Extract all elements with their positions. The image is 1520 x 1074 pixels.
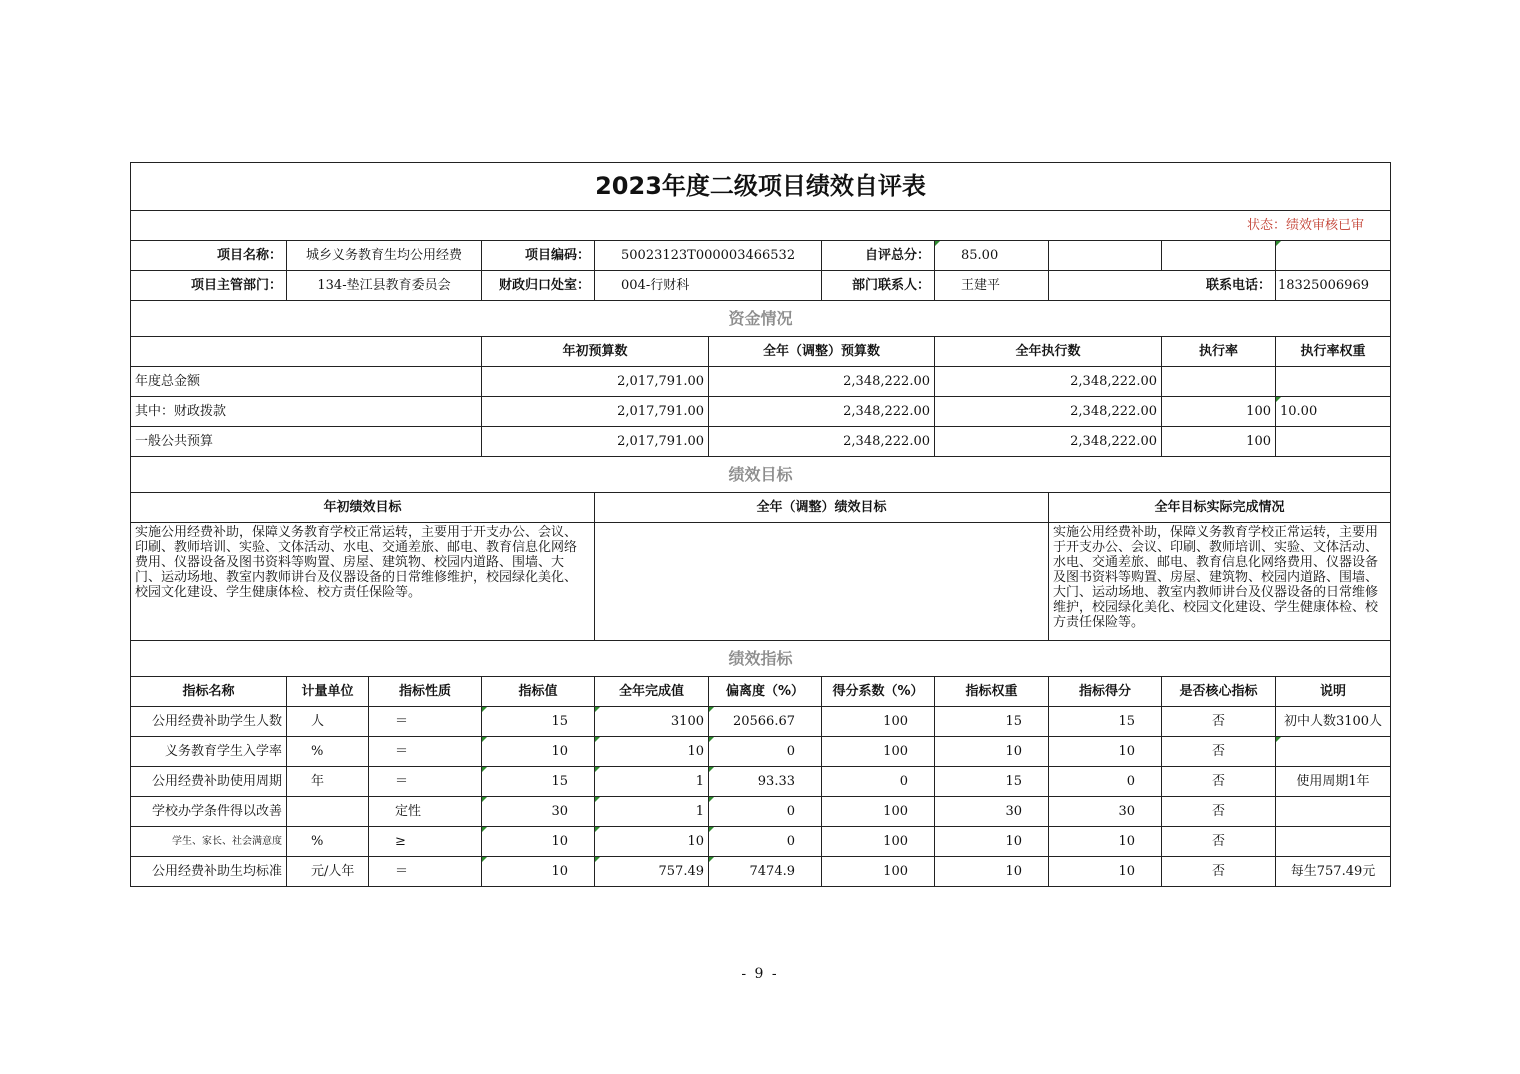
funds-header-initial: 年初预算数 (482, 337, 709, 367)
ind-core: 否 (1162, 797, 1276, 827)
ind-actual: 1 (595, 797, 709, 827)
project-name: 城乡义务教育生均公用经费 (287, 241, 482, 271)
funds-header-blank (131, 337, 482, 367)
ind-header-deviation: 偏离度（%） (709, 677, 822, 707)
ind-name: 公用经费补助学生人数 (131, 707, 287, 737)
ind-unit: 年 (287, 767, 369, 797)
funds-header-weight: 执行率权重 (1276, 337, 1391, 367)
ind-nature: ≥ (369, 827, 482, 857)
ind-core: 否 (1162, 827, 1276, 857)
ind-score: 30 (1049, 797, 1162, 827)
ind-deviation: 7474.9 (709, 857, 822, 887)
ind-value: 30 (482, 797, 595, 827)
status-badge: 状态：绩效审核已审 (131, 211, 1391, 241)
ind-nature: ＝ (369, 707, 482, 737)
indicators-section-title: 绩效指标 (131, 641, 1391, 677)
goals-adjusted-text (595, 523, 1049, 641)
ind-weight: 15 (935, 707, 1049, 737)
ind-value: 10 (482, 827, 595, 857)
dept-label: 项目主管部门： (131, 271, 287, 301)
ind-weight: 30 (935, 797, 1049, 827)
ind-coef: 100 (822, 737, 935, 767)
ind-note (1276, 797, 1391, 827)
ind-header-weight: 指标权重 (935, 677, 1049, 707)
ind-name: 学校办学条件得以改善 (131, 797, 287, 827)
ind-name: 义务教育学生入学率 (131, 737, 287, 767)
ind-note (1276, 827, 1391, 857)
ind-unit: % (287, 827, 369, 857)
funds-row-weight (1276, 427, 1391, 457)
goals-actual-text: 实施公用经费补助，保障义务教育学校正常运转，主要用于开支办公、会议、印刷、教师培训、实验、文体活动、水电、交通差旅、邮电、教育信息化网络费用、仪器设备及图书资料等购置、房屋、建筑物、校园内道路、围墙、大门、运动场地、教室内教师讲台及仪器设备的日常维修维护，校园绿化美化、校园文化建设、学生健康体检、校方责任保险等。 (1049, 523, 1391, 641)
ind-note: 使用周期1年 (1276, 767, 1391, 797)
page-number: - 9 - (741, 966, 779, 982)
ind-unit (287, 797, 369, 827)
project-code: 50023123T000003466532 (595, 241, 822, 271)
goals-header-actual: 全年目标实际完成情况 (1049, 493, 1391, 523)
funds-row-label: 年度总金额 (131, 367, 482, 397)
ind-deviation: 20566.67 (709, 707, 822, 737)
table-row (131, 857, 1391, 887)
funds-row-label: 一般公共预算 (131, 427, 482, 457)
ind-coef: 100 (822, 827, 935, 857)
ind-header-nature: 指标性质 (369, 677, 482, 707)
funds-row-adjusted: 2,348,222.00 (709, 367, 935, 397)
ind-deviation: 0 (709, 827, 822, 857)
ind-value: 10 (482, 737, 595, 767)
empty-cell (1162, 241, 1276, 271)
finance-office-value: 004-行财科 (595, 271, 822, 301)
total-score-label: 自评总分： (822, 241, 935, 271)
funds-header-executed: 全年执行数 (935, 337, 1162, 367)
funds-row-initial: 2,017,791.00 (482, 427, 709, 457)
funds-section-title: 资金情况 (131, 301, 1391, 337)
ind-coef: 100 (822, 857, 935, 887)
empty-cell (1049, 241, 1162, 271)
ind-value: 15 (482, 767, 595, 797)
ind-score: 10 (1049, 857, 1162, 887)
ind-nature: ＝ (369, 767, 482, 797)
goals-header-adjusted: 全年（调整）绩效目标 (595, 493, 1049, 523)
project-code-label: 项目编码： (482, 241, 595, 271)
evaluation-table (130, 162, 1391, 887)
ind-name: 学生、家长、社会满意度 (131, 827, 287, 857)
funds-header-rate: 执行率 (1162, 337, 1276, 367)
ind-header-score: 指标得分 (1049, 677, 1162, 707)
ind-note (1276, 737, 1391, 767)
funds-row-executed: 2,348,222.00 (935, 397, 1162, 427)
funds-row-initial: 2,017,791.00 (482, 367, 709, 397)
finance-office-label: 财政归口处室： (482, 271, 595, 301)
funds-header-adjusted: 全年（调整）预算数 (709, 337, 935, 367)
page-title: 2023年度二级项目绩效自评表 (131, 163, 1391, 211)
ind-nature: ＝ (369, 737, 482, 767)
ind-value: 15 (482, 707, 595, 737)
ind-actual: 757.49 (595, 857, 709, 887)
contact-label: 部门联系人： (822, 271, 935, 301)
table-row (131, 737, 1391, 767)
funds-row-initial: 2,017,791.00 (482, 397, 709, 427)
ind-coef: 100 (822, 707, 935, 737)
ind-score: 10 (1049, 827, 1162, 857)
ind-weight: 10 (935, 857, 1049, 887)
funds-row (131, 397, 1391, 427)
ind-score: 0 (1049, 767, 1162, 797)
table-row (131, 707, 1391, 737)
ind-header-unit: 计量单位 (287, 677, 369, 707)
ind-coef: 100 (822, 797, 935, 827)
ind-unit: % (287, 737, 369, 767)
phone-label: 联系电话： (1049, 271, 1276, 301)
goals-section-title: 绩效目标 (131, 457, 1391, 493)
ind-header-actual: 全年完成值 (595, 677, 709, 707)
ind-coef: 0 (822, 767, 935, 797)
ind-actual: 10 (595, 737, 709, 767)
ind-value: 10 (482, 857, 595, 887)
ind-weight: 10 (935, 827, 1049, 857)
funds-row (131, 367, 1391, 397)
ind-header-coef: 得分系数（%） (822, 677, 935, 707)
ind-core: 否 (1162, 767, 1276, 797)
funds-row-label: 其中：财政拨款 (131, 397, 482, 427)
ind-actual: 3100 (595, 707, 709, 737)
ind-header-note: 说明 (1276, 677, 1391, 707)
funds-row-adjusted: 2,348,222.00 (709, 427, 935, 457)
ind-deviation: 0 (709, 737, 822, 767)
funds-row-weight (1276, 367, 1391, 397)
ind-header-core: 是否核心指标 (1162, 677, 1276, 707)
funds-row-rate: 100 (1162, 397, 1276, 427)
ind-core: 否 (1162, 857, 1276, 887)
ind-core: 否 (1162, 707, 1276, 737)
funds-row-adjusted: 2,348,222.00 (709, 397, 935, 427)
ind-note: 初中人数3100人 (1276, 707, 1391, 737)
ind-note: 每生757.49元 (1276, 857, 1391, 887)
ind-deviation: 0 (709, 797, 822, 827)
funds-row-executed: 2,348,222.00 (935, 367, 1162, 397)
dept-value: 134-垫江县教育委员会 (287, 271, 482, 301)
goals-header-initial: 年初绩效目标 (131, 493, 595, 523)
ind-deviation: 93.33 (709, 767, 822, 797)
funds-row-weight: 10.00 (1276, 397, 1391, 427)
ind-actual: 10 (595, 827, 709, 857)
funds-row-executed: 2,348,222.00 (935, 427, 1162, 457)
ind-name: 公用经费补助生均标准 (131, 857, 287, 887)
ind-nature: 定性 (369, 797, 482, 827)
ind-score: 10 (1049, 737, 1162, 767)
ind-weight: 10 (935, 737, 1049, 767)
ind-score: 15 (1049, 707, 1162, 737)
table-row (131, 827, 1391, 857)
ind-nature: ＝ (369, 857, 482, 887)
ind-core: 否 (1162, 737, 1276, 767)
phone-value: 18325006969 (1276, 271, 1391, 301)
table-row (131, 797, 1391, 827)
ind-actual: 1 (595, 767, 709, 797)
ind-unit: 人 (287, 707, 369, 737)
goals-initial-text: 实施公用经费补助，保障义务教育学校正常运转，主要用于开支办公、会议、印刷、教师培训、实验、文体活动、水电、交通差旅、邮电、教育信息化网络费用、仪器设备及图书资料等购置、房屋、建筑物、校园内道路、围墙、大门、运动场地、教室内教师讲台及仪器设备的日常维修维护，校园绿化美化、校园文化建设、学生健康体检、校方责任保险等。 (131, 523, 595, 641)
ind-weight: 15 (935, 767, 1049, 797)
funds-row (131, 427, 1391, 457)
ind-name: 公用经费补助使用周期 (131, 767, 287, 797)
funds-row-rate (1162, 367, 1276, 397)
ind-header-name: 指标名称 (131, 677, 287, 707)
contact-value: 王建平 (935, 271, 1049, 301)
table-row (131, 767, 1391, 797)
funds-row-rate: 100 (1162, 427, 1276, 457)
empty-cell (1276, 241, 1391, 271)
ind-header-value: 指标值 (482, 677, 595, 707)
total-score: 85.00 (935, 241, 1049, 271)
ind-unit: 元/人年 (287, 857, 369, 887)
project-name-label: 项目名称： (131, 241, 287, 271)
